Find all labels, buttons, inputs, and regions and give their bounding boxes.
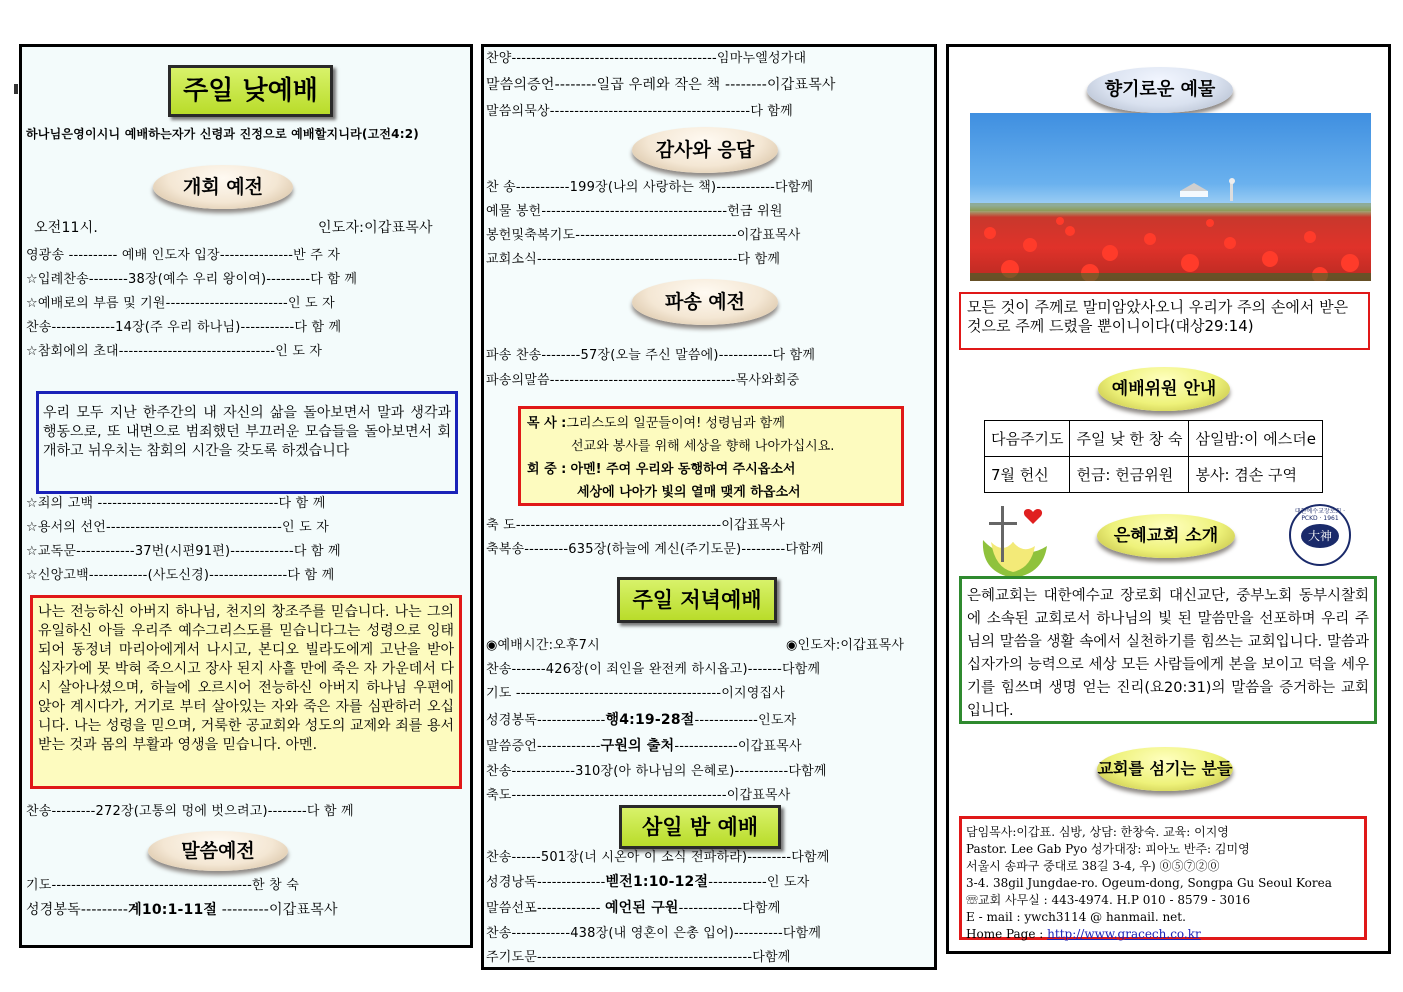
sermon-right: -------------다함께	[678, 901, 781, 916]
order-item: 찬 송-----------199장(나의 사랑하는 책)------------다함께	[486, 180, 814, 195]
order-item: 축복송---------635장(하늘에 계신(주기도문)---------다함께	[486, 542, 824, 557]
pastor-text-2: 선교와 봉사를 위해 세상을 향해 나아가십시요.	[571, 439, 835, 454]
section-thanks: 감사와 응답	[632, 127, 778, 173]
order-item: 찬송-------------14장(주 우리 하나님)-----------다 함 께	[26, 320, 342, 335]
order-item: 예물 봉헌--------------------------------------헌금 위원	[486, 204, 783, 219]
congregation-label: 회 중 :	[527, 462, 567, 477]
table-cell: 7월 헌신	[985, 457, 1070, 493]
sermon-title: 구원의 출처	[600, 738, 675, 754]
section-word: 말씀예전	[148, 831, 288, 871]
staff-line: ☏교회 사무실 : 443-4974. H.P 010 - 8579 - 3016	[966, 893, 1251, 907]
service-leader: 인도자:이갑표목사	[318, 220, 433, 236]
reading-left: 성경낭독--------------	[486, 875, 606, 890]
homepage-line	[966, 926, 1360, 943]
order-item: 찬송-------426장(이 죄인을 완전케 하시옵고)-------다함께	[486, 662, 821, 677]
seal-text: 大神	[1301, 524, 1339, 548]
table-cell: 삼일밤:이 에스더e	[1189, 421, 1322, 457]
order-item: ☆교독문------------37번(시편91편)-------------다 함 께	[26, 544, 341, 559]
right-panel	[946, 44, 1391, 954]
scripture-left: 성경봉독---------	[26, 902, 129, 918]
order-item: 파송 찬송--------57장(오늘 주신 말씀에)-----------다 함께	[486, 348, 816, 363]
order-item: 말씀의묵상-----------------------------------------다 함께	[486, 104, 793, 119]
reading-right: -------------인도자	[694, 713, 797, 728]
homepage-link[interactable]: http://www.gracech.co.kr	[1047, 927, 1201, 941]
table-row	[985, 457, 1323, 493]
sermon-title: 예언된 구원	[604, 900, 679, 916]
wednesday-sermon	[486, 899, 781, 918]
staff-line: 3-4. 38gil Jungdae-ro. Ogeum-dong, Songpa Gu Seoul Korea	[966, 876, 1332, 890]
order-item: 찬송------------438장(내 영혼이 은총 입어)----------다함께	[486, 926, 822, 941]
wednesday-reading	[486, 873, 810, 892]
order-item: ☆입례찬송--------38장(예수 우리 왕이여)---------다 함 께	[26, 272, 358, 287]
order-item: 영광송 ---------- 예배 인도자 입장---------------반 주 자	[26, 248, 341, 263]
apostles-creed-box: 나는 전능하신 아버지 하나님, 천지의 창조주를 믿습니다. 나는 그의 유일하신 아들 우리주 예수그리스도를 믿습니다그는 성령으로 잉태되어 동정녀 마리아에게서 나시고, 본디오 빌라도에게 고난을 받아 십자가에 못 박혀 죽으시고 장사 된지 사흘 만에 죽은 자 가운데서 다시 살아나셨으며, 하늘에 오르시어 전능하신 아버지 하나님 우편에 앉아 계시다가, 거기로 부터 살아있는 자와 죽은 자를 심판하러 오십니다. 나는 성령을 믿으며, 거룩한 공교회와 성도의 교제와 죄를 용서받는 것과 몸의 부활과 영생을 믿습니다. 아멘.	[30, 595, 462, 789]
staff-line: E - mail : ywch3114 @ hanmail. net.	[966, 910, 1186, 924]
reading-ref: 벧전1:10-12절	[605, 874, 709, 890]
scripture-right: ---------이갑표목사	[217, 902, 338, 918]
sermon-line: 말씀의증언--------일곱 우레와 작은 책 --------이갑표목사	[486, 77, 836, 93]
section-opening: 개회 예전	[153, 165, 293, 209]
poppy-field-art	[970, 113, 1371, 281]
staff-title: 교회를 섬기는 분들	[1097, 747, 1233, 791]
staff-contact-box	[959, 816, 1367, 940]
intro-title: 은혜교회 소개	[1097, 514, 1235, 558]
scripture-line	[26, 901, 338, 919]
table-cell: 다음주기도	[985, 421, 1070, 457]
middle-panel	[481, 44, 937, 970]
order-item: 찬송-------------310장(아 하나님의 은혜로)-----------다함께	[486, 764, 827, 779]
table-cell: 봉사: 겸손 구역	[1189, 457, 1322, 493]
evening-sermon	[486, 737, 802, 756]
order-item: 기도 ------------------------------------------이지영집사	[486, 686, 786, 701]
evening-worship-title: 주일 저녁예배	[617, 577, 777, 623]
church-cross-logo	[973, 502, 1055, 582]
service-time: 오전11시.	[34, 220, 99, 236]
offering-verse-box: 모든 것이 주께로 말미암았사오니 우리가 주의 손에서 받은 것으로 주께 드렸을 뿐이니이다(대상29:14)	[959, 292, 1370, 350]
staff-line: 담임목사:이갑표. 심방, 상담: 한창숙. 교육: 이지영	[966, 825, 1229, 839]
committee-table	[984, 420, 1323, 493]
offering-title: 향기로운 예물	[1087, 67, 1233, 113]
order-item: 축도--------------------------------------------이갑표목사	[486, 788, 791, 803]
order-item: ☆예배로의 부름 및 기원-------------------------인 도 자	[26, 296, 335, 311]
evening-reading	[486, 711, 796, 730]
order-item: 봉헌및축복기도---------------------------------이갑표목사	[486, 228, 801, 243]
staff-line: Pastor. Lee Gab Pyo 성가대장: 피아노 반주: 김미영	[966, 842, 1250, 856]
sending-dialogue-box	[518, 406, 904, 506]
order-item: 찬양------------------------------------------임마누엘성가대	[486, 51, 807, 66]
edge-mark	[14, 84, 18, 94]
prayer-line: 기도-----------------------------------------한 창 숙	[26, 878, 299, 893]
opening-verse: 하나님은영이시니 예배하는자가 신령과 진정으로 예배할지니라(고전4:2)	[26, 127, 419, 141]
sunday-worship-title: 주일 낮예배	[168, 65, 333, 117]
sermon-left: 말씀선포-------------	[486, 901, 605, 916]
table-cell: 헌금: 헌금위원	[1070, 457, 1189, 493]
order-item: 파송의말씀--------------------------------------목사와회중	[486, 373, 800, 388]
order-item: 교회소식-----------------------------------------다 함께	[486, 252, 781, 267]
congregation-text: 아멘! 주여 우리와 동행하여 주시옵소서	[570, 462, 796, 477]
order-item: 축 도------------------------------------------이갑표목사	[486, 518, 786, 533]
reading-ref: 행4:19-28절	[605, 712, 695, 728]
reading-left: 성경봉독--------------	[486, 713, 606, 728]
order-item: ☆용서의 선언------------------------------------인 도 자	[26, 520, 329, 535]
order-item: ☆참회에의 초대--------------------------------인 도 자	[26, 344, 323, 359]
confession-box: 우리 모두 지난 한주간의 내 자신의 삶을 돌아보면서 말과 생각과 행동으로, 또 내면으로 범죄했던 부끄러운 모습들을 돌아보면서 회개하고 뉘우치는 참회의 시간을 갖도록 하겠습니다	[36, 391, 458, 494]
congregation-text-2: 세상에 나아가 빛의 열매 맺게 하옵소서	[577, 485, 801, 500]
seal-ring-text: 대한예수교장로회 · PCKD · 1961	[1294, 508, 1346, 522]
order-item: ☆신앙고백------------(사도신경)----------------다 함 께	[26, 568, 335, 583]
committee-title: 예배위원 안내	[1098, 367, 1230, 411]
evening-time: ◉예배시간:오후7시	[486, 638, 600, 653]
homepage-label: Home Page :	[966, 927, 1048, 941]
order-item: 찬송------501장(너 시온아 이 소식 전파하라)---------다함께	[486, 850, 830, 865]
church-intro-box: 은혜교회는 대한예수교 장로회 대신교단, 중부노회 동부시찰회에 소속된 교회로서 하나님의 빛 된 말씀만을 선포하며 우리 주님의 말씀을 생활 속에서 실천하기를 힘쓰는 교회입니다. 말씀과 십자가의 능력으로 세상 모든 사람들에게 본을 보이고 덕을 세우기를 힘쓰며 생명 얻는 진리(요20:31)의 말씀을 증거하는 교회입니다.	[959, 576, 1377, 724]
pastor-text: 그리스도의 일꾼들이여! 성령님과 함께	[566, 416, 785, 431]
reading-right: ------------인 도자	[708, 875, 810, 890]
order-item: 주기도문--------------------------------------------다함께	[486, 950, 791, 965]
table-row	[985, 421, 1323, 457]
scripture-ref: 계10:1-11절	[128, 902, 218, 918]
denomination-seal	[1289, 504, 1351, 566]
pastor-label: 목 사 :	[527, 416, 567, 431]
table-cell: 주일 낮 한 창 숙	[1070, 421, 1189, 457]
sermon-left: 말씀증언-------------	[486, 739, 601, 754]
section-send: 파송 예전	[632, 279, 778, 325]
order-item: ☆죄의 고백 -------------------------------------다 함 께	[26, 496, 326, 511]
left-panel	[19, 44, 473, 948]
hymn-after-creed: 찬송---------272장(고통의 멍에 벗으려고)--------다 함 께	[26, 804, 354, 819]
wednesday-worship-title: 삼일 밤 예배	[619, 805, 781, 849]
staff-line: 서울시 송파구 중대로 38길 3-4, 우) ⓪⑤⑦②⓪	[966, 859, 1220, 873]
evening-leader: ◉인도자:이갑표목사	[786, 638, 905, 653]
sermon-right: -------------이갑표목사	[674, 739, 802, 754]
poppy-field-image	[970, 113, 1371, 281]
